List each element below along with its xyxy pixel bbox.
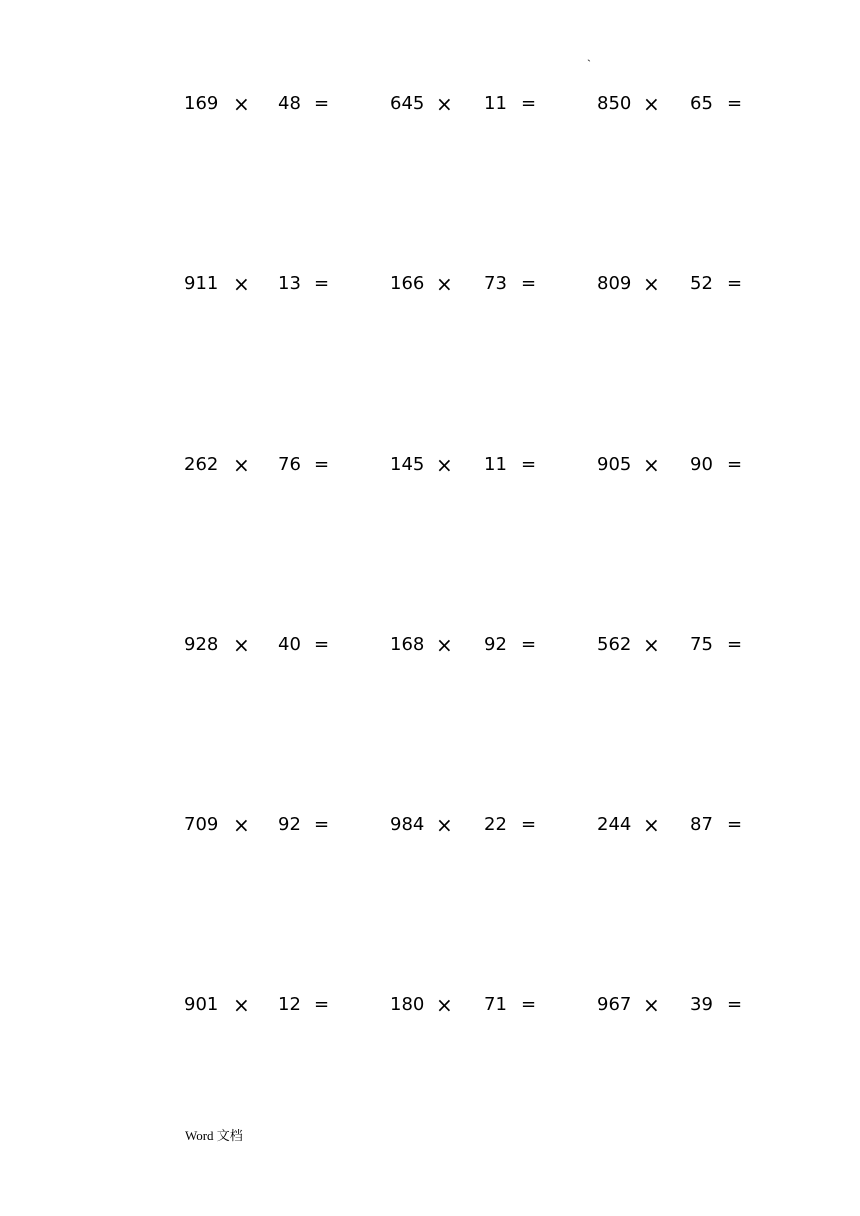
operand-b: 90 [690,454,713,475]
problem-row [0,269,860,299]
times-sign: × [436,92,453,116]
times-sign: × [436,453,453,477]
equals-sign: = [727,634,743,655]
times-sign: × [643,92,660,116]
equals-sign: = [727,814,743,835]
operand-a: 166 [390,273,425,294]
equals-sign: = [314,93,330,114]
times-sign: × [436,993,453,1017]
operand-a: 928 [184,634,219,655]
operand-b: 71 [484,994,507,1015]
times-sign: × [643,633,660,657]
operand-b: 13 [278,273,301,294]
equals-sign: = [314,454,330,475]
operand-a: 901 [184,994,219,1015]
operand-b: 75 [690,634,713,655]
equals-sign: = [521,273,537,294]
operand-b: 52 [690,273,713,294]
operand-a: 645 [390,93,425,114]
times-sign: × [436,813,453,837]
times-sign: × [436,272,453,296]
problem-row [0,810,860,840]
equals-sign: = [521,634,537,655]
equals-sign: = [521,814,537,835]
operand-b: 12 [278,994,301,1015]
operand-b: 48 [278,93,301,114]
operand-a: 709 [184,814,219,835]
operand-a: 809 [597,273,632,294]
equals-sign: = [521,454,537,475]
equals-sign: = [727,273,743,294]
operand-a: 984 [390,814,425,835]
operand-b: 40 [278,634,301,655]
operand-b: 11 [484,93,507,114]
operand-a: 244 [597,814,632,835]
equals-sign: = [727,994,743,1015]
operand-b: 65 [690,93,713,114]
operand-b: 87 [690,814,713,835]
operand-a: 911 [184,273,219,294]
times-sign: × [643,272,660,296]
operand-b: 73 [484,273,507,294]
times-sign: × [233,993,250,1017]
operand-a: 145 [390,454,425,475]
equals-sign: = [314,994,330,1015]
times-sign: × [233,813,250,837]
times-sign: × [233,633,250,657]
equals-sign: = [314,634,330,655]
equals-sign: = [314,273,330,294]
times-sign: × [233,272,250,296]
problem-row [0,990,860,1020]
header-mark: ` [587,57,591,71]
operand-b: 92 [278,814,301,835]
equals-sign: = [314,814,330,835]
problem-row [0,89,860,119]
equals-sign: = [727,454,743,475]
times-sign: × [436,633,453,657]
operand-a: 180 [390,994,425,1015]
operand-a: 262 [184,454,219,475]
operand-a: 850 [597,93,632,114]
operand-b: 11 [484,454,507,475]
operand-b: 39 [690,994,713,1015]
operand-a: 562 [597,634,632,655]
times-sign: × [643,453,660,477]
operand-a: 905 [597,454,632,475]
times-sign: × [233,453,250,477]
operand-a: 967 [597,994,632,1015]
times-sign: × [643,813,660,837]
times-sign: × [643,993,660,1017]
operand-b: 22 [484,814,507,835]
operand-a: 168 [390,634,425,655]
times-sign: × [233,92,250,116]
operand-a: 169 [184,93,219,114]
problem-row [0,450,860,480]
operand-b: 92 [484,634,507,655]
equals-sign: = [727,93,743,114]
operand-b: 76 [278,454,301,475]
page-footer: Word 文档 [185,1128,243,1143]
equals-sign: = [521,994,537,1015]
problem-row [0,630,860,660]
equals-sign: = [521,93,537,114]
